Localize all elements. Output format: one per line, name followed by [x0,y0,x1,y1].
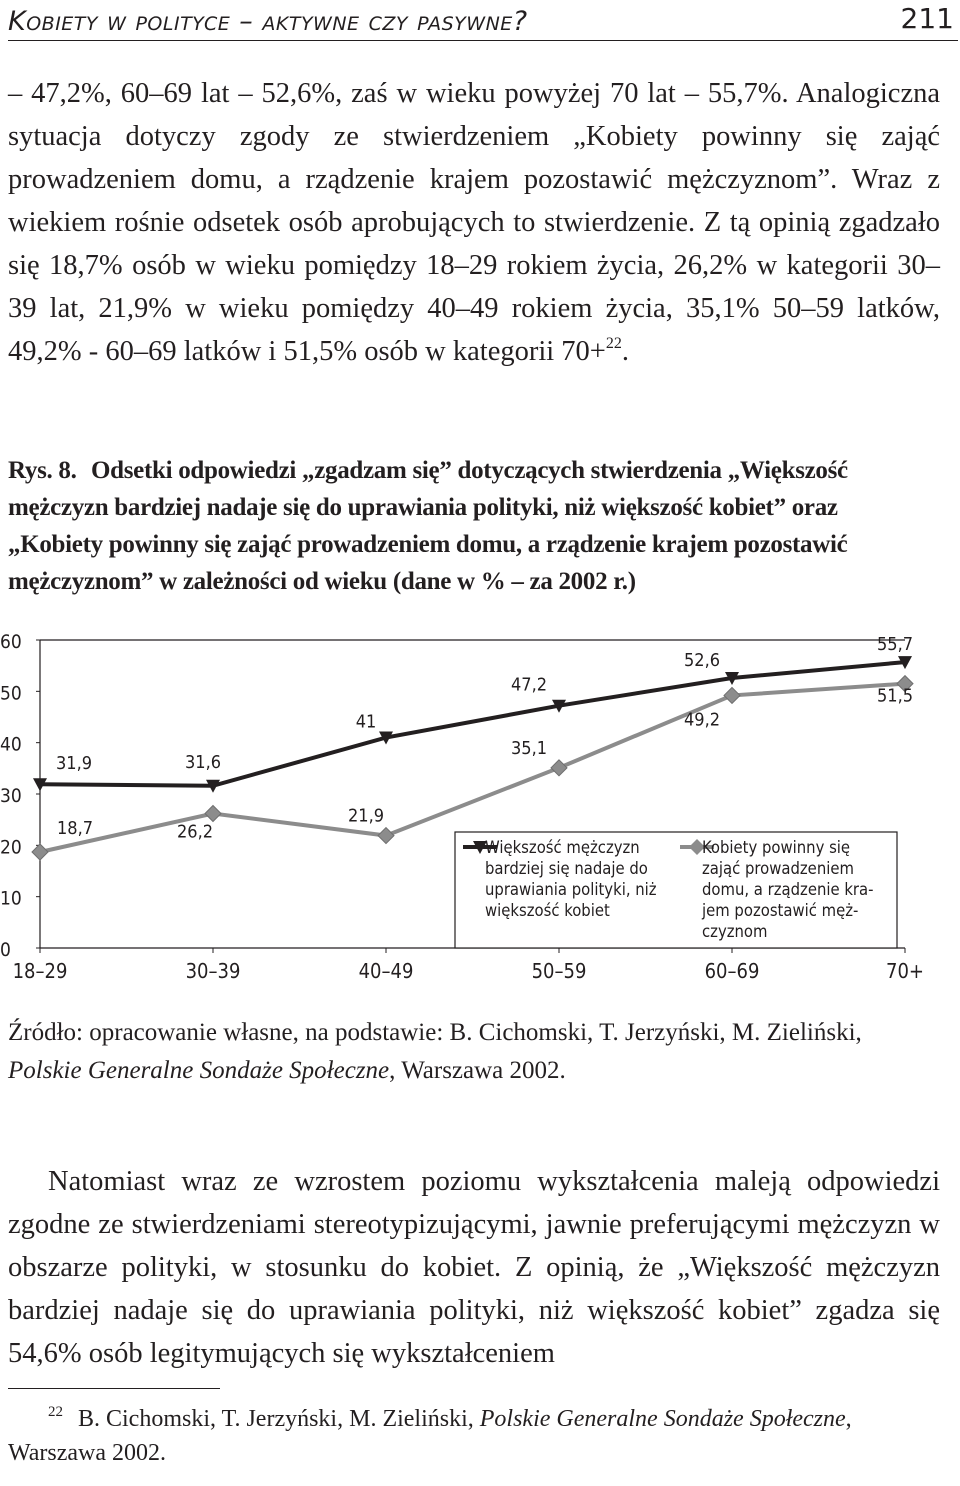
data-label: 47,2 [510,674,548,696]
data-label: 49,2 [683,709,721,731]
line-chart [0,625,960,995]
x-tick-label: 50–59 [531,959,587,983]
data-label: 35,1 [510,737,548,759]
figure-caption-text: Odsetki odpowiedzi „zgadzam się” dotyczących stwierdzenia „Większość mężczyzn bardziej nadaje się do uprawiania polityki, niż większość kobiet” oraz „Kobiety powinny się zająć prowadzeniem domu, a rządzenie krajem pozostawić mężczyznom” w zależności od wieku (dane w % – za 2002 r.) [8,457,848,595]
series-home-point [724,687,740,703]
paragraph-1-text: – 47,2%, 60–69 lat – 52,6%, zaś w wieku powyżej 70 lat – 55,7%. Analogiczna sytuacja dotyczy zgody ze stwierdzeniem „Kobiety powinny się zająć prowadzeniem domu, a rządzenie krajem pozostawić mężczyznom”. Wraz z wiekiem rośnie odsetek osób aprobujących to stwierdzenie. Z tą opinią zgadzało się 18,7% osób w wieku pomiędzy 18–29 rokiem życia, 26,2% w kategorii 30–39 lat, 21,9% w wieku pomiędzy 40–49 rokiem życia, 35,1% 50–59 latków, 49,2% - 60–69 latków i 51,5% osób w kategorii 70+ [8,78,940,367]
series-home-point [32,844,48,860]
data-label: 21,9 [347,805,385,827]
y-tick-label: 40 [0,733,22,756]
footnote-divider [8,1388,220,1389]
y-tick-label: 30 [0,785,22,807]
x-tick-label: 18–29 [12,959,68,983]
footnote-rest: , Warszawa 2002. [8,1406,852,1466]
footnote-authors: B. Cichomski, T. Jerzyński, M. Zieliński, [78,1406,474,1432]
legend-home-label: zająć prowadzeniem [702,859,854,878]
y-tick-label: 60 [0,631,22,653]
data-label: 31,6 [184,751,222,773]
running-head [8,0,958,41]
y-tick-label: 50 [0,682,22,705]
legend-home-label: czyznom [702,922,768,941]
footnote-title: Polskie Generalne Sondaże Społeczne [479,1406,846,1432]
series-home-point [378,828,394,844]
data-label: 51,5 [876,685,914,707]
y-tick-label: 0 [0,939,11,961]
data-label: 31,9 [55,753,93,775]
page-number: 211 [900,2,954,35]
footnote: 22 B. Cichomski, T. Jerzyński, M. Zieliński, Polskie Generalne Sondaże Społeczne, Warszawa 2002. [8,1404,852,1466]
series-politics-line [40,662,905,786]
x-tick-label: 40–49 [358,959,414,983]
y-tick-label: 10 [0,887,22,910]
legend-home-label: Kobiety powinny się [702,838,851,857]
source-prefix: Źródło: opracowanie własne, na podstawie: B. Cichomski, T. Jerzyński, M. Zieliński, [8,1019,862,1046]
footnote-reference[interactable]: 22 [605,335,622,352]
legend-home-label: domu, a rządzenie kra- [702,880,874,899]
paragraph-2: Natomiast wraz ze wzrostem poziomu wykształcenia maleją odpowiedzi zgodne ze stwierdzeniami stereotypizującymi, jawnie preferującymi mężczyzn w obszarze polityki, w stosunku do kobiet. Z opinią, że „Większość mężczyzn bardziej nadaje się do uprawiania polityki, niż większość kobiet” zgadza się 54,6% osób legitymujących się wykształceniem [8,1166,940,1369]
legend-politics-label: bardziej się nadaje do [485,859,648,878]
data-label: 55,7 [876,634,914,656]
figure-caption [8,452,938,600]
data-label: 18,7 [56,818,94,840]
data-label: 26,2 [176,821,214,843]
data-label: 52,6 [683,649,721,671]
x-tick-label: 30–39 [185,959,241,983]
figure-number: Rys. 8. [8,457,77,484]
running-title: Kobiety w polityce – aktywne czy pasywne? [8,6,528,37]
legend-politics-label: większość kobiet [485,901,610,920]
legend-politics-label: uprawiania polityki, niż [485,880,657,899]
x-tick-label: 70+ [886,959,924,983]
source-title: Polskie Generalne Sondaże Społeczne [8,1057,390,1084]
series-home-line [40,684,905,852]
series-home-point [551,760,567,776]
paragraph-1-end: . [621,336,629,367]
data-label: 41 [355,711,377,733]
figure-source [8,1014,940,1090]
series-home-point [205,806,221,822]
legend-politics-label: Większość mężczyzn [485,838,640,857]
paragraph-1 [8,72,940,373]
y-tick-label: 20 [0,836,22,859]
source-suffix: , Warszawa 2002. [389,1057,566,1084]
legend-home-label: jem pozostawić męż- [702,901,859,920]
x-tick-label: 60–69 [704,959,760,983]
